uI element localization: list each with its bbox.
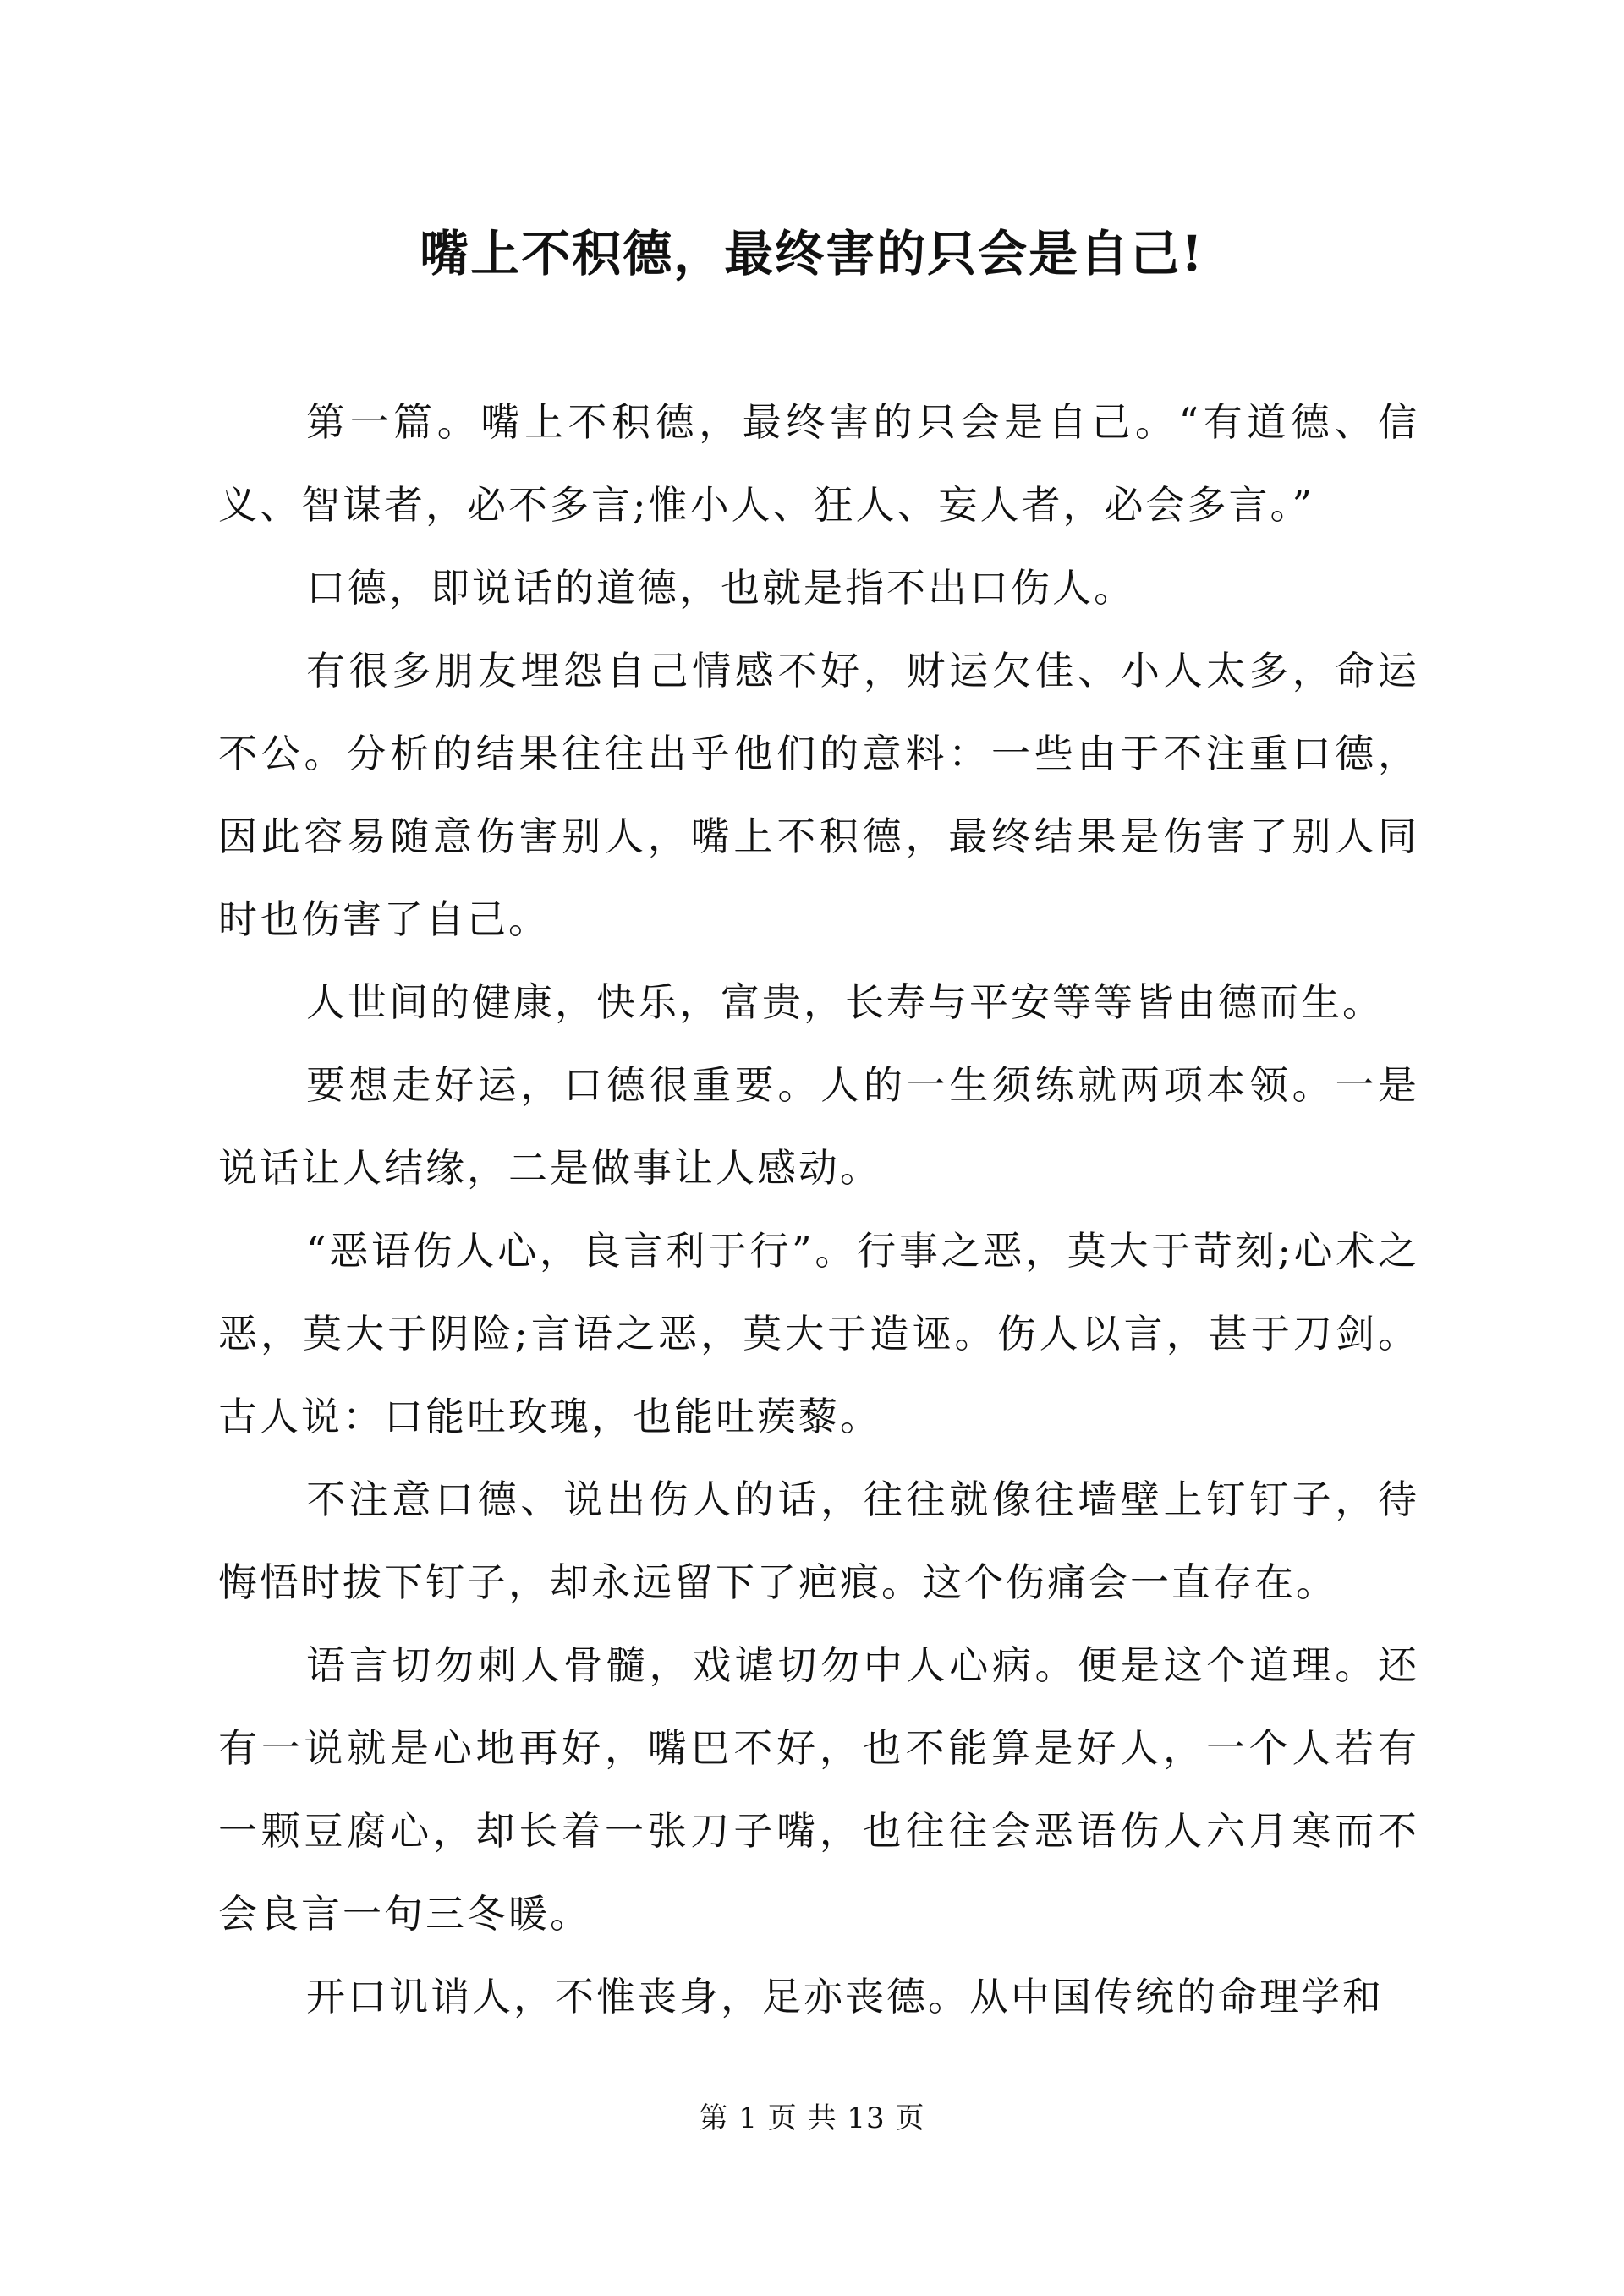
- paragraph-4: 人世间的健康，快乐，富贵，长寿与平安等等皆由德而生。: [306, 979, 1384, 1025]
- paragraph-1: 第一篇。嘴上不积德，最终害的只会是自己。“有道德、信义、智谋者，必不多言;惟小人、狂人、妄人者，必会多言。”: [218, 399, 1419, 528]
- paragraph-3: 有很多朋友埋怨自己情感不好，财运欠佳、小人太多，命运不公。分析的结果往往出乎他们的意料：一些由于不注重口德，因此容易随意伤害别人，嘴上不积德，最终结果是伤害了别人同时也伤害了自己。: [218, 648, 1419, 942]
- paragraph-8: 语言切勿刺人骨髓，戏谑切勿中人心病。便是这个道理。还有一说就是心地再好，嘴巴不好，也不能算是好人，一个人若有一颗豆腐心，却长着一张刀子嘴，也往往会恶语伤人六月寒而不会良言一句三冬暖。: [218, 1642, 1419, 1937]
- paragraph-2: 口德，即说话的道德，也就是指不出口伤人。: [306, 565, 1135, 611]
- document-title: 嘴上不积德，最终害的只会是自己!: [420, 225, 1204, 282]
- paragraph-6: “恶语伤人心，良言利于行”。行事之恶，莫大于苛刻;心术之恶，莫大于阴险;言语之恶，莫大于造诬。伤人以言，甚于刀剑。古人说：口能吐玫瑰，也能吐蒺藜。: [218, 1228, 1419, 1439]
- paragraph-7: 不注意口德、说出伤人的话，往往就像往墙壁上钉钉子，待悔悟时拔下钉子，却永远留下了疤痕。这个伤痛会一直存在。: [218, 1477, 1419, 1605]
- page-footer: 第 1 页 共 13 页: [699, 2101, 925, 2135]
- document-body: [218, 381, 1419, 2038]
- paragraph-5: 要想走好运，口德很重要。人的一生须练就两项本领。一是说话让人结缘，二是做事让人感动。: [218, 1062, 1419, 1191]
- paragraph-9: 开口讥诮人，不惟丧身，足亦丧德。从中国传统的命理学和: [306, 1974, 1384, 2019]
